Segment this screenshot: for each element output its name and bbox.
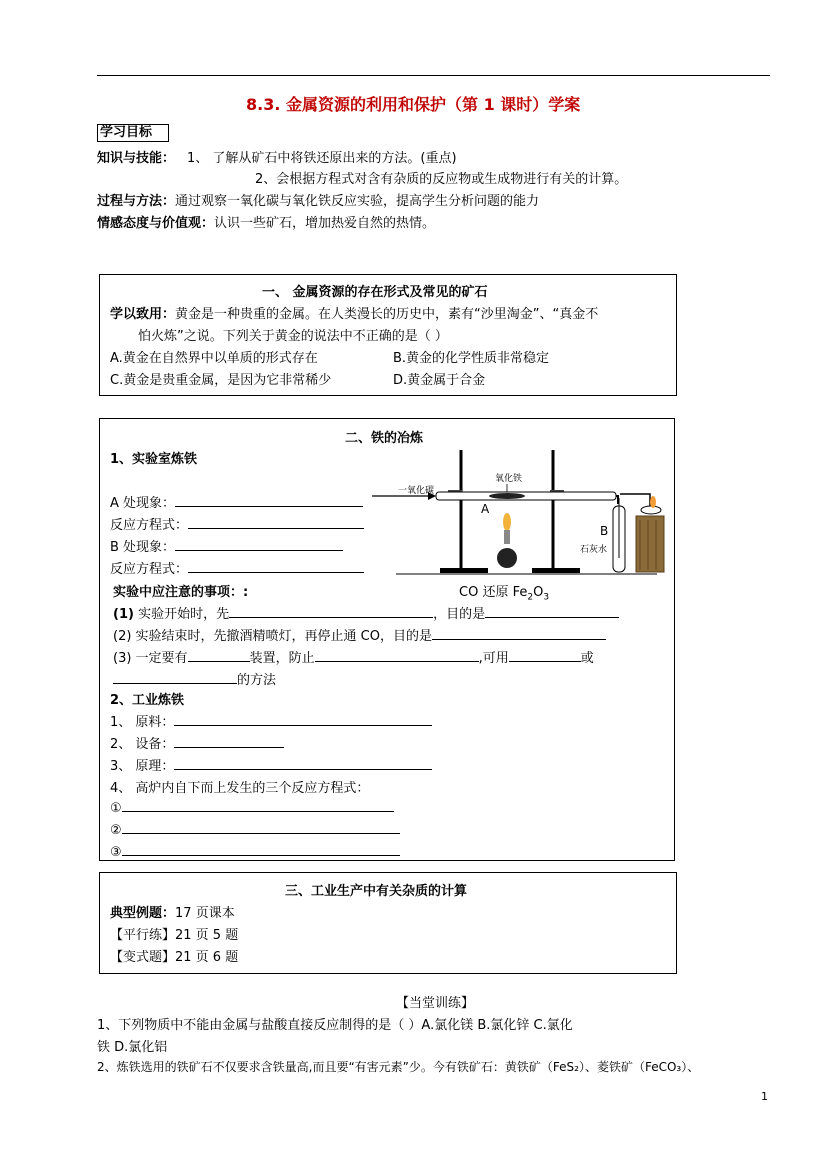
alcohol-burner: [497, 548, 517, 568]
question-2-line-1: 2、炼铁选用的铁矿石不仅要求含铁量高,而且要“有害元素”少。今有铁矿石：黄铁矿（FeS₂）、菱铁矿（FeCO₃）、: [97, 1060, 700, 1074]
limewater-label: 石灰水: [580, 545, 608, 555]
prompt-label: 学以致用：: [110, 307, 176, 322]
training-heading: 【当堂训练】: [396, 996, 475, 1011]
equation-2-blank[interactable]: [188, 560, 364, 573]
note-2-blank[interactable]: [432, 627, 606, 640]
a-observation: A 处现象：: [110, 492, 363, 511]
a-observation-blank[interactable]: [175, 494, 363, 507]
b-observation: B 处现象：: [110, 536, 343, 555]
note-1-blank-b[interactable]: [485, 605, 619, 618]
reaction-1-blank[interactable]: [122, 799, 394, 812]
notes-heading: 实验中应注意的事项：:: [113, 585, 249, 600]
a-label: A: [481, 502, 490, 516]
reaction-tube: [436, 492, 616, 500]
principle-blank[interactable]: [174, 757, 432, 770]
reaction-1: ①: [110, 799, 394, 816]
equation-1-blank[interactable]: [188, 516, 364, 529]
prompt-text-2: 怕火炼”之说。下列关于黄金的说法中不正确的是（ ）: [138, 329, 448, 344]
process-line: [97, 190, 539, 209]
raw-materials-blank[interactable]: [174, 713, 432, 726]
outlet-tube-end: [620, 494, 650, 508]
section2-heading: 二、铁的冶炼: [345, 431, 424, 446]
knowledge-line-1: [97, 147, 457, 166]
reaction-2-blank[interactable]: [122, 821, 400, 834]
lab-heading: 1、实验室炼铁: [110, 452, 198, 467]
b-label: B: [600, 524, 609, 538]
note-3-blank-c[interactable]: [509, 649, 581, 662]
option-a: A.黄金在自然界中以单质的形式存在: [110, 351, 318, 366]
note-2: (2) 实验结束时，先撤酒精喷灯，再停止通 CO，目的是: [113, 625, 606, 644]
small-lamp: [641, 506, 661, 514]
section1-heading: 一、 金属资源的存在形式及常见的矿石: [262, 285, 488, 300]
emotion-text: 认识一些矿石，增加热爱自然的热情。: [214, 216, 436, 231]
note-1: (1) 实验开始时，先 ，目的是: [113, 603, 619, 622]
co-label: 一氧化碳: [398, 486, 435, 496]
furnace-reactions: 4、 高炉内自下而上发生的三个反应方程式：: [110, 781, 370, 796]
stand-base-left: [440, 568, 488, 573]
equipment: 2、 设备：: [110, 733, 284, 752]
diagram-caption: CO 还原 $Fe_2O_3$: [459, 585, 550, 603]
section1-prompt: [110, 303, 598, 322]
burner-flame-icon: [503, 513, 511, 531]
option-c: C.黄金是贵重金属，是因为它非常稀少: [110, 373, 332, 388]
b-observation-blank[interactable]: [175, 538, 343, 551]
stand-base-right: [532, 568, 580, 573]
process-label: 过程与方法：: [97, 194, 176, 209]
exhaust-flame-icon: [650, 496, 656, 508]
emotion-line: [97, 212, 435, 231]
co-reduction-apparatus-diagram: [372, 440, 672, 576]
process-text: 通过观察一氧化碳与氧化铁反应实验，提高学生分析问题的能力: [175, 194, 540, 209]
prompt-text-1: 黄金是一种贵重的金属。在人类漫长的历史中，素有“沙里淘金”、“真金不: [175, 307, 599, 322]
note-3-blank-b[interactable]: [315, 649, 479, 662]
question-1-line-1: 1、下列物质中不能由金属与盐酸直接反应制得的是（ ）A.氯化镁 B.氯化锌 C.氯化: [97, 1018, 573, 1033]
knowledge-2: 2、会根据方程式对含有杂质的反应物或生成物进行有关的计算。: [255, 172, 628, 187]
note-3: (3) 一定要有 装置，防止 ,可用 或: [113, 651, 594, 666]
note-3-blank-a[interactable]: [188, 649, 250, 662]
equation-1: 反应方程式：: [110, 514, 364, 533]
objectives-heading: 学习目标: [97, 124, 169, 142]
option-b: B.黄金的化学性质非常稳定: [393, 351, 550, 366]
reaction-3: ③: [110, 843, 400, 860]
equipment-blank[interactable]: [174, 735, 284, 748]
reaction-3-blank[interactable]: [122, 843, 400, 856]
iron-oxide-sample: [489, 493, 525, 499]
fe2o3-label: 氧化铁: [495, 474, 523, 484]
reaction-2: ②: [110, 821, 400, 838]
note-1-blank-a[interactable]: [229, 605, 433, 618]
parallel-practice: 【平行练】21 页 5 题: [110, 928, 239, 943]
note-3-blank-d[interactable]: [113, 671, 237, 684]
knowledge-label: 知识与技能：: [97, 151, 176, 166]
raw-materials: 1、 原料：: [110, 711, 432, 730]
page-number: 1: [761, 1090, 768, 1103]
note-3-continued: 的方法: [113, 669, 276, 688]
example-line: 典型例题：17 页课本: [110, 906, 235, 921]
question-1-line-2: 铁 D.氯化铝: [97, 1040, 168, 1055]
option-d: D.黄金属于合金: [393, 373, 486, 388]
variant-question: 【变式题】21 页 6 题: [110, 950, 239, 965]
section3-heading: 三、工业生产中有关杂质的计算: [285, 884, 468, 899]
principle: 3、 原理：: [110, 755, 432, 774]
knowledge-1: 1、 了解从矿石中将铁还原出来的方法。(重点): [187, 151, 457, 166]
equation-2: 反应方程式：: [110, 558, 364, 577]
burner-tube: [504, 530, 510, 544]
page-title: 8.3. 金属资源的利用和保护（第 1 课时）学案: [246, 95, 581, 114]
header-rule: [97, 75, 770, 76]
emotion-label: 情感态度与价值观：: [97, 216, 215, 231]
industry-heading: 2、工业炼铁: [110, 693, 185, 708]
